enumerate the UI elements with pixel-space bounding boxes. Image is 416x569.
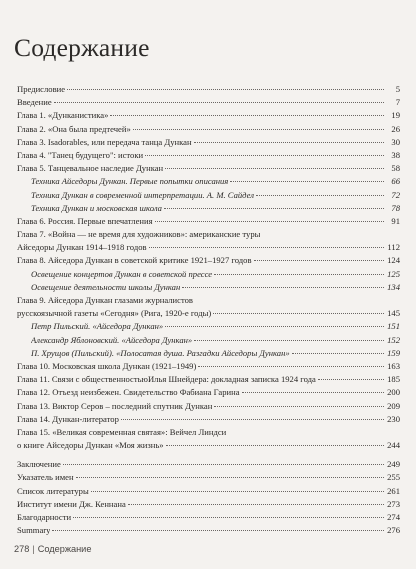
dot-leader — [198, 366, 384, 367]
toc-page-number: 112 — [387, 242, 400, 253]
toc-page-number: 26 — [391, 123, 400, 134]
dot-leader — [67, 89, 384, 90]
toc-entry-title: Глава 14. Дункан-литератор — [17, 413, 119, 424]
toc-entry[interactable] — [17, 228, 400, 241]
toc-entry-title: Айседоры Дункан 1914–1918 годов — [17, 242, 147, 253]
dot-leader — [133, 129, 384, 130]
dot-leader — [73, 517, 384, 518]
page-title: Содержание — [14, 33, 150, 62]
toc-page-number: 159 — [387, 347, 400, 358]
toc-page-number: 249 — [387, 459, 400, 470]
toc-entry[interactable] — [17, 307, 400, 320]
toc-entry-title: Глава 8. Айседора Дункан в советской критике 1921–1927 годов — [17, 255, 252, 266]
toc-entry-title: Техника Дункан и московская школа — [31, 202, 162, 213]
toc-page-number: 244 — [387, 440, 400, 451]
toc-page-number: 230 — [387, 413, 400, 424]
toc-page-number: 125 — [387, 268, 400, 279]
toc-entry-title: Глава 15. «Великая современная святая»: Вейчел Линдси — [17, 426, 227, 437]
toc-page-number: 91 — [391, 215, 400, 226]
dot-leader — [63, 464, 384, 465]
dot-leader — [128, 504, 384, 505]
toc-subentry[interactable] — [17, 320, 400, 333]
toc-page-number: 163 — [387, 360, 400, 371]
toc-entry-title: Глава 12. Отъезд неизбежен. Свидетельство Фабиана Гарина — [17, 387, 240, 398]
table-of-contents — [17, 83, 400, 537]
toc-subentry[interactable] — [17, 175, 400, 188]
toc-entry-title: Глава 9. Айседора Дункан глазами журналистов — [17, 295, 193, 305]
toc-entry[interactable] — [17, 373, 400, 386]
toc-page-number: 145 — [387, 308, 400, 319]
toc-page-number: 5 — [395, 84, 400, 94]
toc-subentry[interactable] — [17, 268, 400, 281]
toc-entry[interactable] — [17, 498, 400, 511]
toc-entry-title: Глава 5. Танцевальное наследие Дункан — [17, 163, 164, 174]
toc-entry[interactable] — [17, 149, 400, 162]
toc-entry-title: Техника Айседоры Дункан. Первые попытки описания — [31, 176, 229, 187]
toc-subentry[interactable] — [17, 202, 400, 215]
toc-page-number: 200 — [387, 387, 400, 398]
toc-page-number: 151 — [387, 321, 400, 332]
dot-leader — [242, 392, 384, 393]
dot-leader — [230, 181, 384, 182]
page-footer — [14, 544, 91, 554]
toc-entry[interactable] — [17, 471, 400, 484]
toc-page-number: 38 — [391, 149, 400, 160]
toc-page-number: 274 — [387, 512, 400, 522]
toc-subentry[interactable] — [17, 281, 400, 294]
toc-page-number: 134 — [387, 281, 400, 292]
toc-entry-title: русскоязычной газеты «Сегодня» (Рига, 1920-е годы) — [17, 308, 212, 319]
toc-entry[interactable] — [17, 458, 400, 471]
toc-page-number: 30 — [391, 136, 400, 147]
dot-leader — [165, 168, 384, 169]
dot-leader — [76, 477, 384, 478]
dot-leader — [166, 445, 384, 446]
toc-page-number: 124 — [387, 255, 400, 266]
dot-leader — [121, 419, 384, 420]
dot-leader — [182, 287, 384, 288]
dot-leader — [214, 406, 384, 407]
toc-entry-title: Александр Яблоновский. «Айседора Дункан» — [31, 334, 193, 345]
toc-entry[interactable] — [17, 524, 400, 537]
toc-entry-title: П. Хрущов (Пильский). «Полосатая душа. Разгадки Айседоры Дункан» — [31, 347, 290, 358]
toc-entry[interactable] — [17, 241, 400, 254]
toc-page-number: 261 — [387, 485, 400, 496]
dot-leader — [52, 530, 384, 531]
toc-page-number: 7 — [395, 97, 400, 108]
dot-leader — [292, 353, 384, 354]
toc-entry[interactable] — [17, 511, 400, 524]
toc-entry-title: Предисловие — [17, 84, 66, 94]
toc-page-number: 66 — [391, 176, 400, 187]
toc-page-number: 185 — [387, 374, 400, 385]
dot-leader — [254, 260, 385, 261]
toc-entry[interactable] — [17, 254, 400, 267]
toc-entry-title: Указатель имен — [17, 472, 74, 483]
toc-page-number: 19 — [391, 110, 400, 121]
toc-entry-title: Глава 3. Isadorables, или передача танца Дункан — [17, 136, 192, 147]
toc-entry[interactable] — [17, 413, 400, 426]
toc-entry-title: Заключение — [17, 459, 61, 470]
running-header: Содержание — [37, 544, 92, 554]
page-number: 278 — [14, 544, 30, 554]
toc-entry-title: Глава 2. «Она была предтечей» — [17, 123, 131, 134]
toc-entry-title: Глава 11. Связи с общественностьюИлья Шнейдера: докладная записка 1924 года — [17, 374, 316, 385]
toc-page-number: 152 — [387, 334, 400, 345]
toc-entry[interactable] — [17, 123, 400, 136]
toc-page-number: 273 — [387, 498, 400, 509]
toc-entry-title: Освещение деятельности школы Дункан — [31, 281, 181, 292]
toc-entry-title: Освещение концертов Дункан в советской прессе — [31, 268, 213, 279]
toc-entry[interactable] — [17, 136, 400, 149]
toc-page-number: 276 — [387, 525, 400, 536]
toc-subentry[interactable] — [17, 189, 400, 202]
toc-entry-title: Глава 10. Московская школа Дункан (1921–1949) — [17, 360, 197, 371]
toc-entry-title: о книге Айседоры Дункан «Моя жизнь» — [17, 440, 164, 451]
toc-entry[interactable] — [17, 386, 400, 399]
toc-entry[interactable] — [17, 439, 400, 452]
dot-leader — [155, 221, 384, 222]
toc-entry-title: Петр Пильский. «Айседора Дункан» — [31, 321, 164, 332]
dot-leader — [54, 102, 384, 103]
toc-entry[interactable] — [17, 360, 400, 373]
toc-page-number: 255 — [387, 472, 400, 483]
dot-leader — [213, 313, 384, 314]
dot-leader — [318, 379, 384, 380]
toc-page-number: 58 — [391, 163, 400, 174]
dot-leader — [149, 247, 384, 248]
toc-page-number: 72 — [391, 189, 400, 200]
toc-entry-title: Глава 7. «Война — не время для художников»: американские туры — [17, 229, 261, 240]
footer-divider: | — [32, 544, 35, 554]
dot-leader — [194, 340, 384, 341]
toc-entry[interactable] — [17, 400, 400, 413]
dot-leader — [91, 491, 384, 492]
toc-subentry[interactable] — [17, 347, 400, 360]
toc-entry-title: Глава 13. Виктор Серов – последний спутник Дункан — [17, 400, 213, 411]
dot-leader — [145, 155, 384, 156]
toc-entry-title: Глава 6. Россия. Первые впечатления — [17, 215, 153, 226]
dot-leader — [194, 142, 384, 143]
dot-leader — [165, 326, 384, 327]
toc-entry-title: Глава 4. "Танец будущего": истоки — [17, 149, 144, 160]
toc-entry[interactable] — [17, 83, 400, 96]
toc-entry-title: Благодарности — [17, 512, 72, 522]
toc-entry[interactable] — [17, 162, 400, 175]
dot-leader — [214, 274, 384, 275]
toc-entry[interactable] — [17, 96, 400, 109]
toc-entry-title: Summary — [17, 525, 51, 536]
toc-page-number: 78 — [391, 202, 400, 213]
toc-entry-title: Техника Дункан в современной интерпретации. А. М. Сайдел — [31, 189, 254, 200]
toc-subentry[interactable] — [17, 334, 400, 347]
toc-entry[interactable] — [17, 215, 400, 228]
toc-entry[interactable] — [17, 485, 400, 498]
toc-entry[interactable] — [17, 294, 400, 307]
toc-entry-title: Список литературы — [17, 485, 89, 496]
toc-entry-title: Глава 1. «Дунканистика» — [17, 110, 109, 121]
toc-entry[interactable] — [17, 426, 400, 439]
dot-leader — [164, 208, 384, 209]
dot-leader — [256, 195, 384, 196]
toc-entry-title: Институт имени Дж. Кеннана — [17, 498, 126, 509]
toc-page-number: 209 — [387, 400, 400, 411]
dot-leader — [110, 115, 384, 116]
toc-entry-title: Введение — [17, 97, 52, 108]
toc-entry[interactable] — [17, 109, 400, 122]
